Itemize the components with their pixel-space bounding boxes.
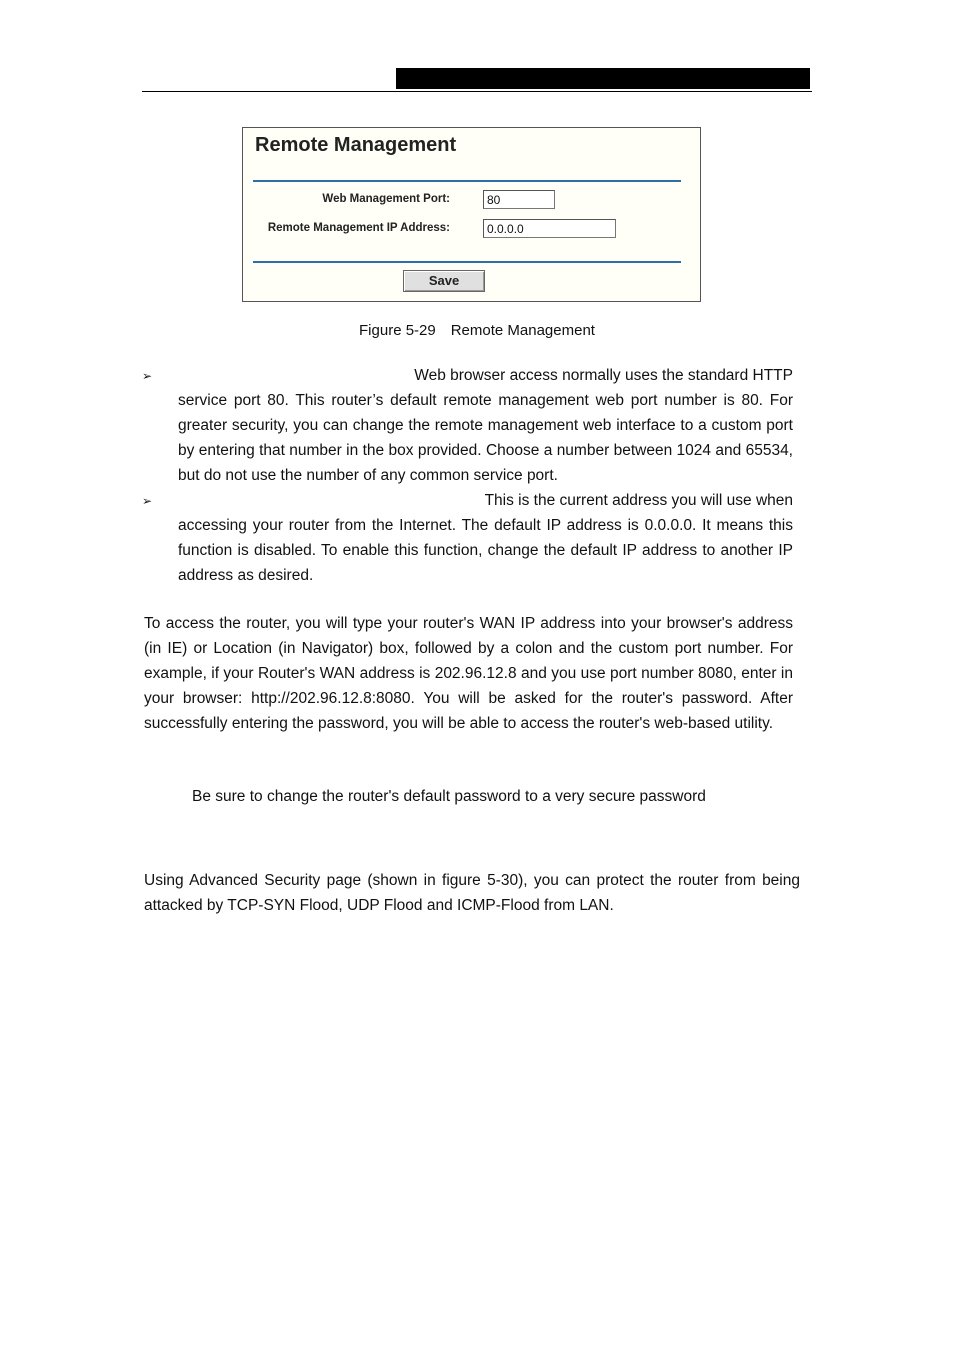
web-port-input[interactable]: 80 [483, 190, 555, 209]
bullet-2-body: accessing your router from the Internet. The default IP address is 0.0.0.0. It means this function is disabled. To enable this function, change the default IP address to another IP address as desired. [178, 517, 793, 584]
panel-divider-bottom [253, 261, 681, 263]
bullet-1-first-line: Web browser access normally uses the standard HTTP [414, 367, 793, 384]
security-paragraph: Using Advanced Security page (shown in figure 5-30), you can protect the router from being attacked by TCP-SYN Flood, UDP Flood and ICMP-Flood from LAN. [144, 872, 800, 914]
access-paragraph: To access the router, you will type your router's WAN IP address into your browser's address (in IE) or Location (in Navigator) box, followed by a colon and the custom port number. For example, if your Router's WAN address is 202.96.12.8 and you use port number 8080, enter in your browser: http://202.96.12.8:8080. You will be asked for the router's password. After successfully entering the password, you will be able to access the router's web-based utility. [144, 615, 793, 732]
bullet-2-first-line: This is the current address you will use when [484, 492, 793, 509]
bullet-marker: ➢ [142, 494, 153, 508]
remote-management-panel [242, 127, 701, 302]
header-bar [396, 68, 810, 89]
bullet-marker: ➢ [142, 369, 153, 383]
remote-ip-input[interactable]: 0.0.0.0 [483, 219, 616, 238]
note-text: Be sure to change the router's default password to a very secure password [192, 788, 706, 805]
bullet-1-body: service port 80. This router’s default remote management web port number is 80. For greater security, you can change the remote management web interface to a custom port by entering that number in the box provided. Choose a number between 1024 and 65534, but do not use the number of any common service port. [178, 392, 793, 484]
panel-divider-top [253, 180, 681, 182]
panel-title: Remote Management [255, 134, 457, 156]
save-button[interactable]: Save [403, 270, 485, 292]
figure-caption: Figure 5-29 Remote Management [359, 322, 595, 339]
remote-ip-label: Remote Management IP Address: [267, 222, 450, 234]
web-port-label: Web Management Port: [322, 193, 450, 205]
header-rule [142, 91, 812, 92]
